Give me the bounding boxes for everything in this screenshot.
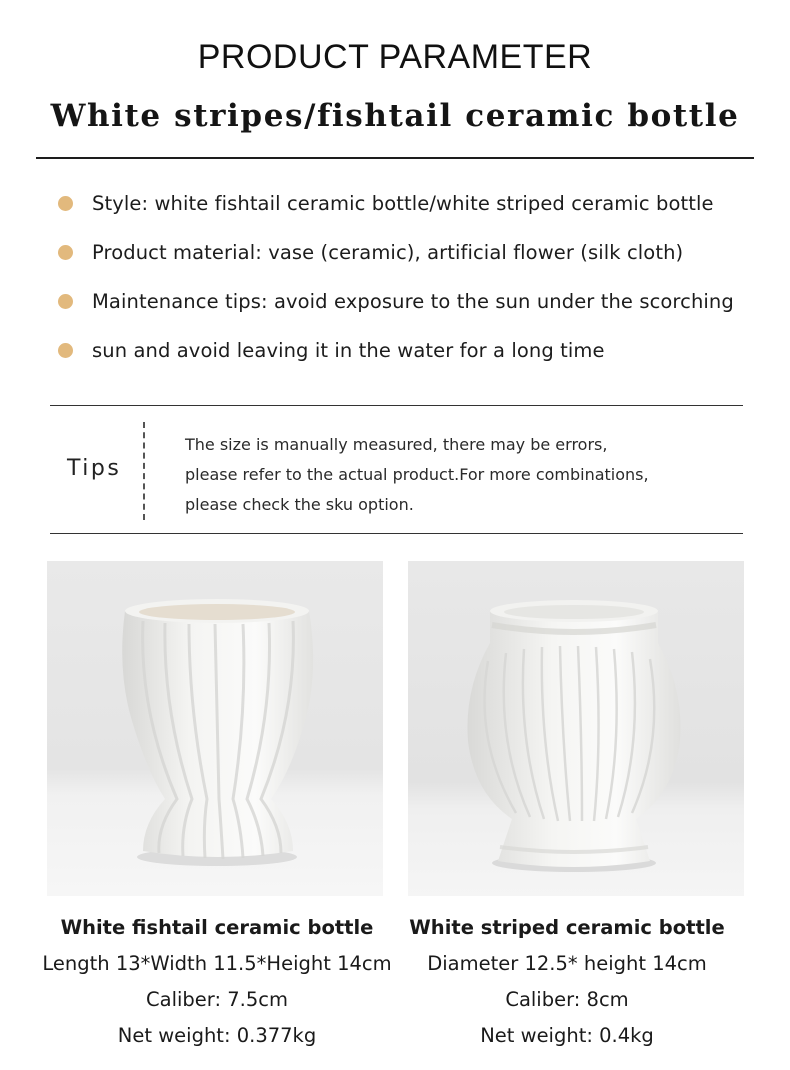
parameter-text: Style: white fishtail ceramic bottle/white striped ceramic bottle bbox=[92, 192, 714, 215]
bullet-dot-icon bbox=[58, 343, 73, 358]
parameter-item-material bbox=[58, 239, 778, 288]
page-title: PRODUCT PARAMETER bbox=[197, 38, 593, 76]
striped-vase-photo bbox=[408, 561, 744, 896]
tips-label: Tips bbox=[67, 456, 122, 481]
fishtail-vase-image bbox=[47, 561, 383, 896]
bullet-dot-icon bbox=[58, 245, 73, 260]
parameter-list bbox=[58, 190, 778, 386]
tips-line: please check the sku option. bbox=[185, 495, 414, 514]
parameter-item-maintenance-cont bbox=[58, 337, 778, 386]
product-caliber: Caliber: 8cm bbox=[505, 988, 629, 1011]
product-caption-fishtail bbox=[27, 910, 407, 1054]
product-name: White striped ceramic bottle bbox=[409, 916, 725, 939]
striped-vase-image bbox=[408, 561, 744, 896]
tips-text bbox=[185, 430, 725, 520]
parameter-item-maintenance bbox=[58, 288, 778, 337]
tips-line: The size is manually measured, there may be errors, bbox=[185, 435, 608, 454]
product-size: Length 13*Width 11.5*Height 14cm bbox=[42, 952, 392, 975]
product-weight: Net weight: 0.377kg bbox=[117, 1024, 317, 1047]
product-name: White fishtail ceramic bottle bbox=[60, 916, 374, 939]
parameter-text: Maintenance tips: avoid exposure to the sun under the scorching bbox=[92, 290, 734, 313]
title-divider bbox=[36, 157, 754, 159]
product-caliber: Caliber: 7.5cm bbox=[146, 988, 288, 1011]
bullet-dot-icon bbox=[58, 196, 73, 211]
product-weight: Net weight: 0.4kg bbox=[480, 1024, 654, 1047]
tips-dashed-divider bbox=[143, 422, 145, 520]
parameter-text: sun and avoid leaving it in the water for a long time bbox=[92, 339, 605, 362]
fishtail-vase-photo bbox=[47, 561, 383, 896]
page-subtitle: White stripes/fishtail ceramic bottle bbox=[50, 98, 740, 134]
parameter-text: Product material: vase (ceramic), artificial flower (silk cloth) bbox=[92, 241, 684, 264]
tips-box bbox=[50, 405, 743, 534]
product-caption-striped bbox=[377, 910, 757, 1054]
bullet-dot-icon bbox=[58, 294, 73, 309]
product-size: Diameter 12.5* height 14cm bbox=[427, 952, 707, 975]
tips-line: please refer to the actual product.For more combinations, bbox=[185, 465, 649, 484]
parameter-item-style bbox=[58, 190, 778, 239]
